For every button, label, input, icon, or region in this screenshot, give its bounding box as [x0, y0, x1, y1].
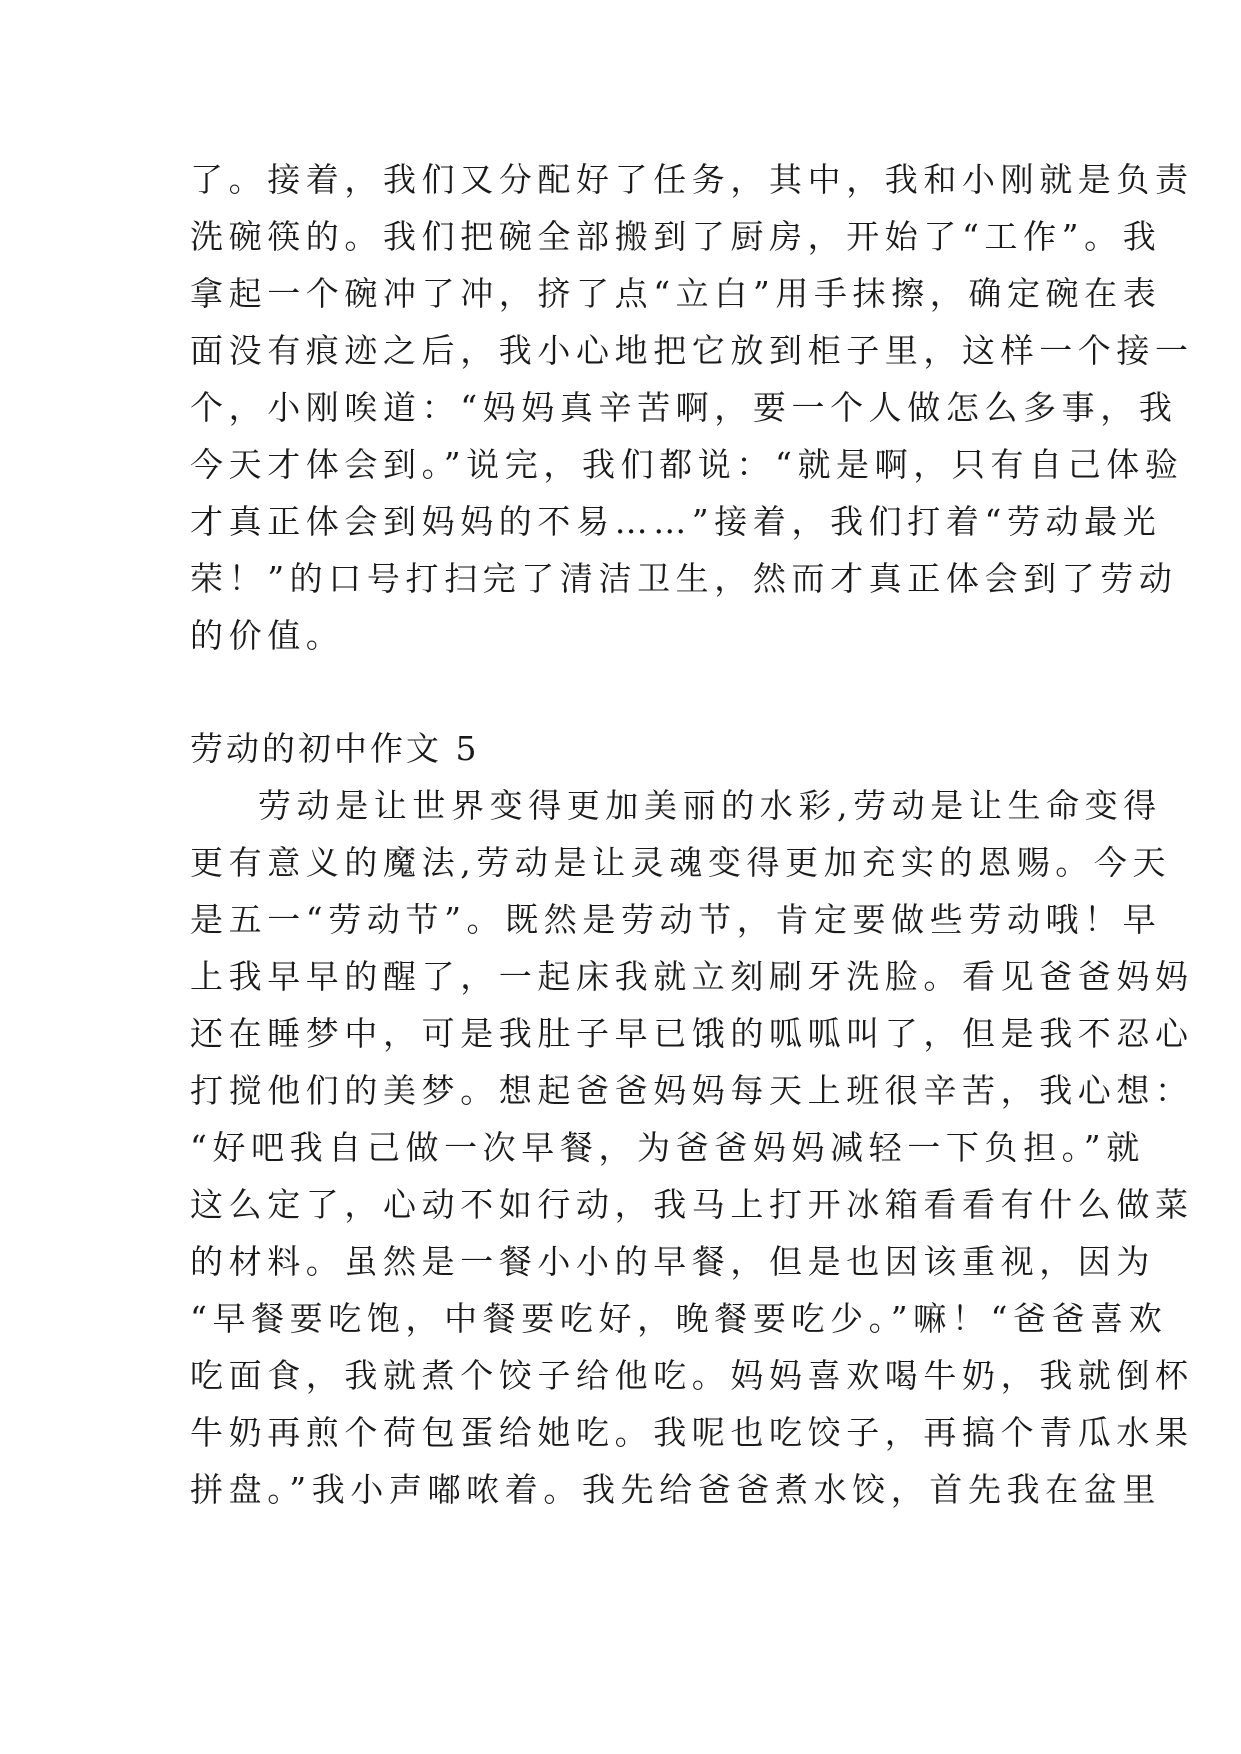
- body-text-line: 上我早早的醒了，一起床我就立刻刷牙洗脸。看见爸爸妈妈: [190, 957, 1194, 996]
- body-text-line: 拿起一个碗冲了冲，挤了点“立白”用手抹擦，确定碗在表: [190, 274, 1162, 313]
- body-text-line: 还在睡梦中，可是我肚子早已饿的呱呱叫了，但是我不忍心: [190, 1014, 1194, 1053]
- body-text-line: 洗碗筷的。我们把碗全部搬到了厨房，开始了“工作”。我: [190, 217, 1162, 256]
- body-text-line: 的价值。: [190, 616, 345, 655]
- section-heading: 劳动的初中作文 5: [190, 729, 480, 768]
- body-text-line: 的材料。虽然是一餐小小的早餐，但是也因该重视，因为: [190, 1242, 1155, 1281]
- body-text-line: 面没有痕迹之后，我小心地把它放到柜子里，这样一个接一: [190, 331, 1194, 370]
- body-text-line: 打搅他们的美梦。想起爸爸妈妈每天上班很辛苦，我心想：: [190, 1071, 1194, 1110]
- body-text-line: 才真正体会到妈妈的不易……”接着，我们打着“劳动最光: [190, 502, 1162, 541]
- body-text-line: 这么定了，心动不如行动，我马上打开冰箱看看有什么做菜: [190, 1185, 1194, 1224]
- body-text-line: 更有意义的魔法,劳动是让灵魂变得更加充实的恩赐。今天: [190, 843, 1172, 882]
- body-text-line: 是五一“劳动节”。既然是劳动节，肯定要做些劳动哦！早: [190, 900, 1162, 939]
- body-text-line: 吃面食，我就煮个饺子给他吃。妈妈喜欢喝牛奶，我就倒杯: [190, 1356, 1194, 1395]
- body-text-line: 个，小刚唉道：“妈妈真辛苦啊，要一个人做怎么多事，我: [190, 388, 1178, 427]
- body-text-line: “早餐要吃饱，中餐要吃好，晚餐要吃少。”嘛！“爸爸喜欢: [190, 1299, 1168, 1338]
- body-text-line: 了。接着，我们又分配好了任务，其中，我和小刚就是负责: [190, 160, 1194, 199]
- body-text-line: 今天才体会到。”说完，我们都说：“就是啊，只有自己体验: [190, 445, 1184, 484]
- body-text-line: 劳动是让世界变得更加美丽的水彩,劳动是让生命变得: [258, 786, 1162, 825]
- body-text-line: 荣！”的口号打扫完了清洁卫生，然而才真正体会到了劳动: [190, 559, 1178, 598]
- body-text-line: 牛奶再煎个荷包蛋给她吃。我呢也吃饺子，再搞个青瓜水果: [190, 1413, 1194, 1452]
- body-text-line: “好吧我自己做一次早餐，为爸爸妈妈减轻一下负担。”就: [190, 1128, 1145, 1167]
- body-text-line: 拼盘。”我小声嘟哝着。我先给爸爸煮水饺，首先我在盆里: [190, 1470, 1161, 1509]
